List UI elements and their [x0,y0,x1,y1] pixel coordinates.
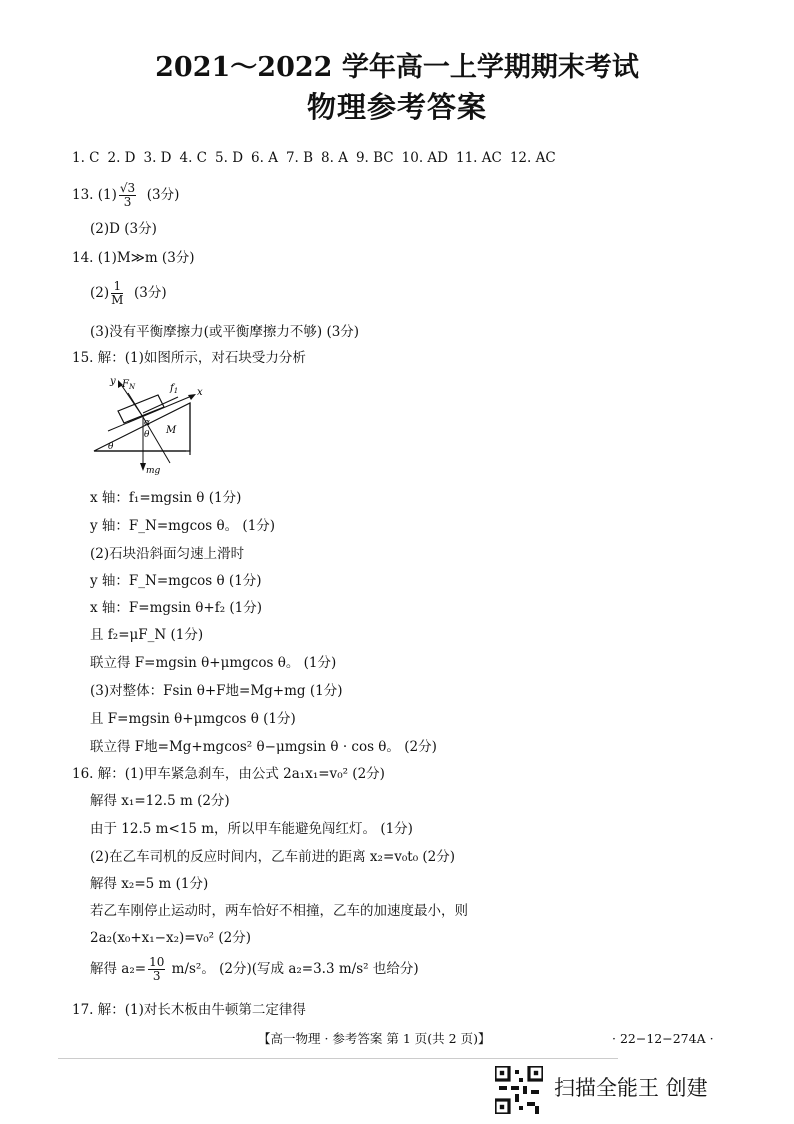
q16-line-4: (2)在乙车司机的反应时间内，乙车前进的距离 x₂=v₀t₀ (2分) [90,849,456,865]
diagram-x-label: x [197,387,203,398]
q14-fraction: $\frac{1}{M}$ [111,279,124,307]
force-diagram [88,373,298,478]
choice-answer: 10. AD [401,150,448,166]
exam-title: 2021～2022 学年高一上学期期末考试 [155,52,639,83]
q16-line-7: 2a₂(x₀+x₁−x₂)=v₀² (2分) [90,930,251,946]
choice-answer: 8. A [321,150,348,166]
q15-line-9: 且 F=mgsin θ+μmgcos θ (1分) [90,711,296,727]
q16-line-8: 解得 a₂= $\frac{10}{3}$ m/s²。 (2分)(写成 a₂=3.3 m/s² 也给分) [90,955,419,983]
diagram-theta-label-2: θ [108,442,114,452]
q15-line-7: 联立得 F=mgsin θ+μmgcos θ。 (1分) [90,655,337,671]
q16-line-5: 解得 x₂=5 m (1分) [90,876,209,892]
q15-line-8: (3)对整体：Fsin θ+F地=Mg+mg (1分) [90,683,343,699]
q13-part1: 13. (1) $\frac{√3}{3}$ (3分) [72,181,180,209]
q13-part2: (2)D (3分) [90,221,157,237]
q17-intro: 17. 解：(1)对长木板由牛顿第二定律得 [72,1002,306,1018]
diagram-f1-label: $f_1$ [170,383,179,395]
q16-line-3: 由于 12.5 m<15 m，所以甲车能避免闯红灯。 (1分) [90,821,413,837]
choice-answer: 5. D [215,150,244,166]
q16-line-1: 16. 解：(1)甲车紧急刹车，由公式 2a₁x₁=v₀² (2分) [72,766,385,782]
q15-line-10: 联立得 F地=Mg+mgcos² θ−μmgsin θ · cos θ。 (2分) [90,739,437,755]
diagram-y-label: y [110,376,116,387]
diagram-mg-label: mg [146,466,161,476]
footer-code: · 22−12−274A · [612,1031,714,1046]
diagram-theta-label-1: θ [144,430,150,440]
q14-part2: (2) $\frac{1}{M}$ (3分) [90,279,167,307]
q14-part3: (3)没有平衡摩擦力(或平衡摩擦力不够) (3分) [90,324,360,340]
q14-part1: 14. (1)M≫m (3分) [72,250,195,266]
qr-code-icon [495,1066,543,1114]
choice-answer: 4. C [179,150,208,166]
q15-line-4: y 轴：F_N=mgcos θ (1分) [90,573,262,589]
choice-answer: 11. AC [456,150,502,166]
q15-line-3: (2)石块沿斜面匀速上滑时 [90,546,245,562]
q15-line-2: y 轴：F_N=mgcos θ。 (1分) [90,518,276,534]
diagram-m-label: M [166,425,177,436]
q15-intro: 15. 解：(1)如图所示，对石块受力分析 [72,350,306,366]
q15-line-6: 且 f₂=μF_N (1分) [90,627,204,643]
footer-divider [58,1058,618,1059]
choice-answer: 9. BC [355,150,394,166]
choice-answers [72,150,564,166]
choice-answer: 2. D [107,150,136,166]
choice-answer: 12. AC [509,150,556,166]
q16-line-2: 解得 x₁=12.5 m (2分) [90,793,230,809]
answer-key-title: 物理参考答案 [306,90,487,124]
choice-answer: 7. B [285,150,314,166]
diagram-alpha-label: α [144,418,151,428]
scanner-watermark: 扫描全能王 创建 [554,1076,708,1100]
q15-line-5: x 轴：F=mgsin θ+f₂ (1分) [90,600,263,616]
diagram-fn-label: $F_N$ [122,379,136,391]
q16-line-6: 若乙车刚停止运动时，两车恰好不相撞，乙车的加速度最小，则 [90,903,468,919]
choice-answer: 1. C [72,150,100,166]
choice-answer: 3. D [143,150,172,166]
q13-fraction: $\frac{√3}{3}$ [119,181,136,209]
q16-fraction: $\frac{10}{3}$ [149,955,165,983]
choice-answer: 6. A [251,150,278,166]
q15-line-1: x 轴：f₁=mgsin θ (1分) [90,490,242,506]
footer-page-info: 【高一物理 · 参考答案 第 1 页(共 2 页)】 [258,1031,491,1046]
